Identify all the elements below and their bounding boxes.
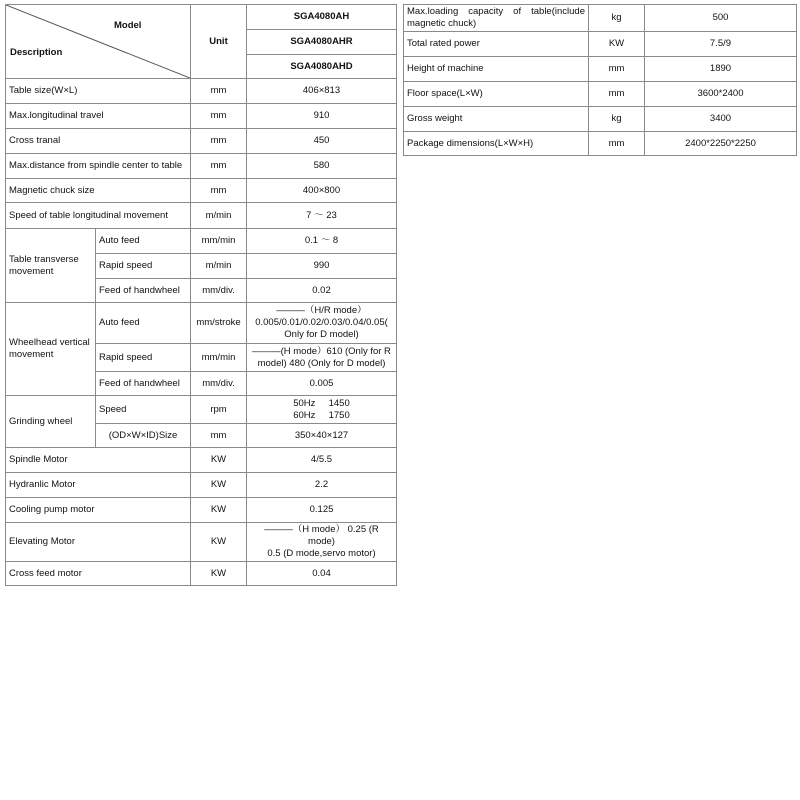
row-desc: Max.longitudinal travel (6, 104, 191, 129)
row-value: 2.2 (247, 473, 397, 498)
row-value: 580 (247, 154, 397, 179)
row-value: 450 (247, 129, 397, 154)
row-unit: m/min (191, 254, 247, 279)
row-sub: Feed of handwheel (96, 372, 191, 396)
table-row (404, 32, 797, 57)
row-unit: mm (191, 424, 247, 448)
row-value: 910 (247, 104, 397, 129)
row-unit: kg (589, 107, 645, 132)
row-value: 0.1 ～ 8 (247, 229, 397, 254)
row-unit: mm (191, 154, 247, 179)
model-ah: SGA4080AH (247, 5, 397, 30)
header-diagonal-cell (6, 5, 191, 79)
row-unit: mm (191, 79, 247, 104)
value-line: ———（H/R mode） (276, 305, 367, 316)
table-row (6, 448, 397, 473)
row-desc: Magnetic chuck size (6, 179, 191, 203)
table-row (404, 82, 797, 107)
row-unit: mm (191, 104, 247, 129)
model-label: Model (114, 20, 142, 31)
row-desc: Cross tranal (6, 129, 191, 154)
table-row (6, 523, 397, 562)
table-row (6, 498, 397, 523)
row-desc: Cooling pump motor (6, 498, 191, 523)
row-sub: Rapid speed (96, 344, 191, 372)
row-unit: mm (191, 179, 247, 203)
table-row (404, 132, 797, 156)
table-row (6, 79, 397, 104)
row-unit: mm/min (191, 229, 247, 254)
row-unit: KW (589, 32, 645, 57)
row-sub: Rapid speed (96, 254, 191, 279)
row-desc: Speed of table longitudinal movement (6, 203, 191, 229)
row-desc: Elevating Motor (6, 523, 191, 562)
row-unit: m/min (191, 203, 247, 229)
row-desc: Max.distance from spindle center to table (6, 154, 191, 179)
value-line: 0.005/0.01/0.02/0.03/0.04/0.05( (255, 317, 388, 328)
table-row (6, 562, 397, 586)
value-line: 0.5 (D mode,servo motor) (267, 548, 376, 559)
table-row (6, 129, 397, 154)
row-unit: KW (191, 448, 247, 473)
row-desc: Total rated power (404, 32, 589, 57)
row-unit: KW (191, 562, 247, 586)
model-ahd: SGA4080AHD (247, 55, 397, 79)
row-value: 350×40×127 (247, 424, 397, 448)
group-label-wheelhead: Wheelhead vertical movement (6, 303, 96, 396)
row-sub: Auto feed (96, 229, 191, 254)
value-line: model) 480 (Only for D model) (257, 357, 386, 369)
value-line: 60Hz 1750 (293, 409, 350, 421)
table-row (6, 229, 397, 254)
row-unit: KW (191, 498, 247, 523)
row-value: 406×813 (247, 79, 397, 104)
value-line: 50Hz 1450 (293, 397, 350, 409)
row-desc: Height of machine (404, 57, 589, 82)
row-value (247, 344, 397, 372)
table-row (6, 473, 397, 498)
row-unit: rpm (191, 396, 247, 424)
value-line: ———（H mode） 0.25 (R mode) (264, 524, 379, 547)
row-value (247, 303, 397, 344)
row-unit: kg (589, 5, 645, 32)
table-row (6, 179, 397, 203)
row-value: 2400*2250*2250 (645, 132, 797, 156)
row-value: 500 (645, 5, 797, 32)
row-unit: mm (589, 57, 645, 82)
row-value: 0.005 (247, 372, 397, 396)
row-desc: Spindle Motor (6, 448, 191, 473)
row-unit: mm (589, 132, 645, 156)
row-unit: mm (589, 82, 645, 107)
table-row (404, 57, 797, 82)
table-row (6, 303, 397, 344)
row-value: 7.5/9 (645, 32, 797, 57)
table-row (6, 154, 397, 179)
row-value: 400×800 (247, 179, 397, 203)
description-label: Description (10, 47, 63, 58)
group-label-table-transverse: Table transverse movement (6, 229, 96, 303)
row-sub: Feed of handwheel (96, 279, 191, 303)
value-line: Only for D model) (284, 329, 359, 340)
row-desc: Hydranlic Motor (6, 473, 191, 498)
unit-header: Unit (191, 5, 247, 79)
row-unit: mm/div. (191, 279, 247, 303)
row-value: 4/5.5 (247, 448, 397, 473)
row-value (247, 396, 397, 424)
row-desc: Table size(W×L) (6, 79, 191, 104)
row-desc: Gross weight (404, 107, 589, 132)
row-desc: Cross feed motor (6, 562, 191, 586)
row-value: 0.04 (247, 562, 397, 586)
row-unit: mm (191, 129, 247, 154)
table-row (404, 107, 797, 132)
row-value: 3600*2400 (645, 82, 797, 107)
row-unit: KW (191, 473, 247, 498)
row-sub: Speed (96, 396, 191, 424)
row-value: 3400 (645, 107, 797, 132)
table-row (6, 203, 397, 229)
table-row (404, 5, 797, 32)
table-row (6, 104, 397, 129)
table-row (6, 396, 397, 424)
row-desc: Floor space(L×W) (404, 82, 589, 107)
value-line: ———(H mode）610 (Only for R (252, 345, 391, 357)
row-unit: mm/div. (191, 372, 247, 396)
group-label-grinding-wheel: Grinding wheel (6, 396, 96, 448)
row-desc: Package dimensions(L×W×H) (404, 132, 589, 156)
row-sub: (OD×W×ID)Size (96, 424, 191, 448)
spec-table-left (5, 4, 397, 586)
row-value: 0.02 (247, 279, 397, 303)
spec-table-right (403, 4, 797, 156)
row-desc: Max.loading capacity of table(include magnetic chuck) (404, 5, 589, 32)
row-value: 0.125 (247, 498, 397, 523)
diagonal-line (6, 5, 190, 78)
row-unit: mm/stroke (191, 303, 247, 344)
row-unit: KW (191, 523, 247, 562)
row-value: 1890 (645, 57, 797, 82)
model-ahr: SGA4080AHR (247, 30, 397, 55)
row-value: 990 (247, 254, 397, 279)
row-value: 7 ～ 23 (247, 203, 397, 229)
row-unit: mm/min (191, 344, 247, 372)
row-value (247, 523, 397, 562)
row-sub: Auto feed (96, 303, 191, 344)
